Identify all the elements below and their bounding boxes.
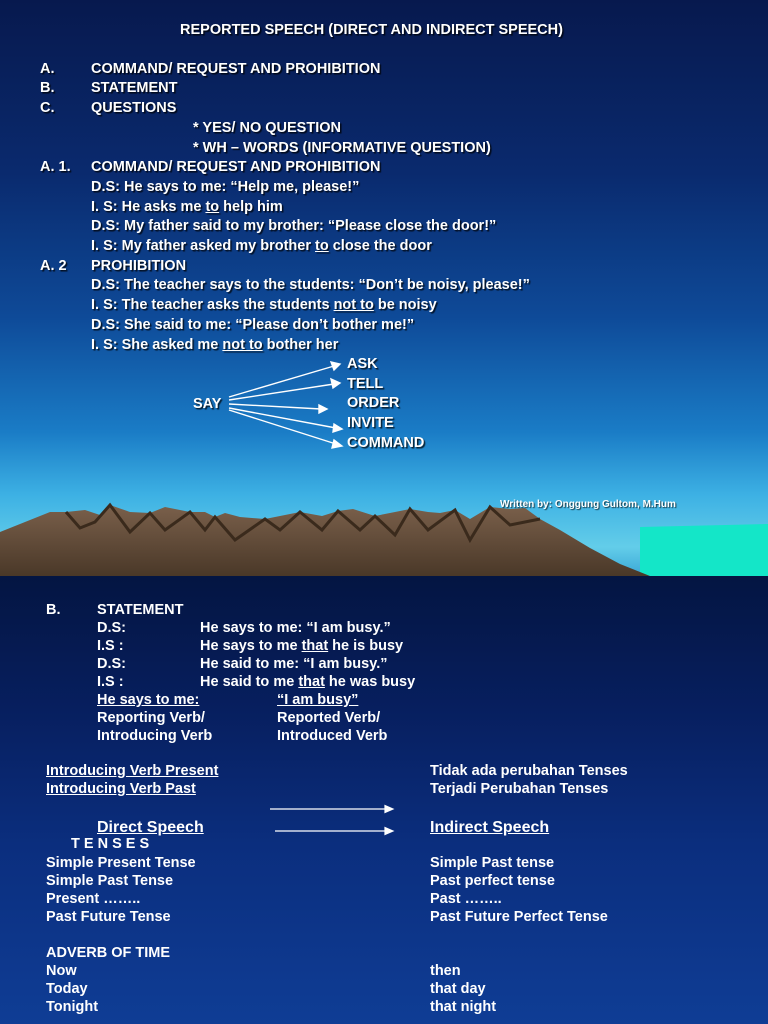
slide-title: REPORTED SPEECH (DIRECT AND INDIRECT SPEECH) (180, 22, 563, 38)
indirect-adverb: that day (430, 981, 486, 997)
section-heading: COMMAND/ REQUEST AND PROHIBITION (91, 159, 381, 175)
example-label: I.S : (97, 674, 124, 690)
example-label: D.S: (97, 656, 126, 672)
example-line: D.S: My father said to my brother: “Please close the door!” (91, 218, 497, 234)
outline-item: QUESTIONS (91, 100, 177, 116)
example-line: I. S: My father asked my brother to close the door (91, 238, 432, 254)
section-heading: PROHIBITION (91, 258, 187, 274)
example-line: I. S: She asked me not to bother her (91, 337, 339, 353)
indirect-adverb: then (430, 963, 461, 979)
outline-marker: A. (40, 61, 55, 77)
indirect-tense: Past …….. (430, 891, 502, 907)
reported-verb-label: Reported Verb/ (277, 710, 381, 726)
example-label: D.S: (97, 620, 126, 636)
intro-verb-past: Introducing Verb Past (46, 781, 196, 797)
reporting-verb-label: Reporting Verb/ (97, 710, 205, 726)
outline-marker: C. (40, 100, 55, 116)
indirect-tense: Past perfect tense (430, 873, 555, 889)
example-line: D.S: She said to me: “Please don’t bother me!” (91, 317, 415, 333)
introducing-verb-label: Introducing Verb (97, 728, 213, 744)
tense-change: Terjadi Perubahan Tenses (430, 781, 609, 797)
reporting-phrase: He says to me: (97, 692, 200, 708)
direct-tense: Past Future Tense (46, 909, 171, 925)
direct-adverb: Now (46, 963, 77, 979)
indirect-speech-heading: Indirect Speech (430, 819, 550, 836)
intro-verb-present: Introducing Verb Present (46, 763, 219, 779)
reported-phrase: “I am busy” (277, 692, 359, 708)
question-type: * YES/ NO QUESTION (193, 120, 341, 136)
section-marker: A. 2 (40, 258, 67, 274)
example-sentence: He says to me: “I am busy.” (200, 620, 391, 636)
verb-ask: ASK (347, 356, 378, 372)
sea-strip (640, 524, 768, 576)
indirect-adverb: that night (430, 999, 497, 1015)
example-line: I. S: The teacher asks the students not to be noisy (91, 297, 437, 313)
direct-tense: Simple Past Tense (46, 873, 174, 889)
direct-tense: Present …….. (46, 891, 141, 907)
tenses-label: T E N S E S (71, 836, 150, 852)
indirect-tense: Simple Past tense (430, 855, 555, 871)
example-sentence: He says to me that he is busy (200, 638, 404, 654)
slide-statement-tenses (0, 576, 768, 1024)
example-label: I.S : (97, 638, 124, 654)
direct-adverb: Tonight (46, 999, 99, 1015)
example-line: D.S: He says to me: “Help me, please!” (91, 179, 360, 195)
question-type: * WH – WORDS (INFORMATIVE QUESTION) (193, 140, 491, 156)
example-line: I. S: He asks me to help him (91, 199, 283, 215)
no-tense-change: Tidak ada perubahan Tenses (430, 763, 628, 779)
verb-command: COMMAND (347, 435, 425, 451)
example-sentence: He said to me that he was busy (200, 674, 416, 690)
say-label: SAY (193, 396, 222, 412)
direct-tense: Simple Present Tense (46, 855, 196, 871)
example-sentence: He said to me: “I am busy.” (200, 656, 388, 672)
adverb-heading: ADVERB OF TIME (46, 945, 171, 961)
indirect-tense: Past Future Perfect Tense (430, 909, 608, 925)
outline-item: COMMAND/ REQUEST AND PROHIBITION (91, 61, 381, 77)
direct-adverb: Today (46, 981, 88, 997)
outline-marker: B. (40, 80, 55, 96)
example-line: D.S: The teacher says to the students: “Don’t be noisy, please!” (91, 277, 530, 293)
verb-invite: INVITE (347, 415, 394, 431)
outline-item: STATEMENT (91, 80, 178, 96)
author-credit: Written by: Onggung Gultom, M.Hum (500, 499, 676, 510)
verb-tell: TELL (347, 376, 384, 392)
say-arrows (229, 362, 342, 448)
verb-order: ORDER (347, 395, 400, 411)
introduced-verb-label: Introduced Verb (277, 728, 388, 744)
section-marker: B. (46, 602, 61, 618)
mountain-range (0, 505, 650, 576)
direct-speech-heading: Direct Speech (97, 819, 204, 836)
section-heading: STATEMENT (97, 602, 184, 618)
section-marker: A. 1. (40, 159, 71, 175)
